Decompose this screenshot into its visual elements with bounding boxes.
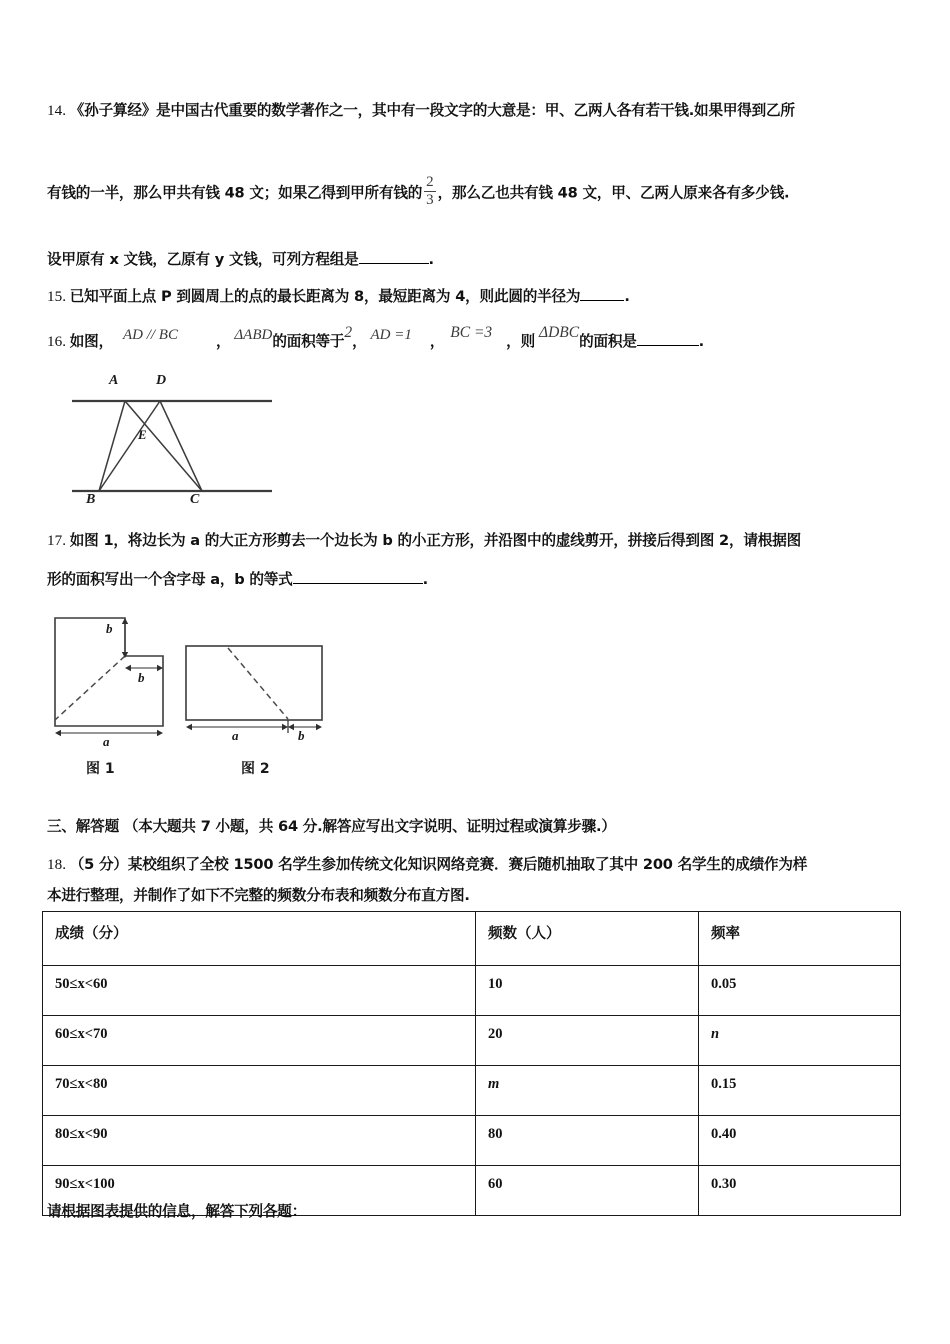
label-point-b: B xyxy=(86,492,96,507)
question-16-line xyxy=(47,324,705,353)
math-bc-equals-3: BC =3 xyxy=(450,324,493,341)
answer-blank-q14[interactable] xyxy=(359,263,429,264)
cell-rate-3: 0.40 xyxy=(699,1116,901,1166)
segment-ac xyxy=(125,401,202,491)
segment-db xyxy=(99,401,160,491)
table-row xyxy=(43,1116,901,1166)
arrowhead-b-horizontal-right xyxy=(157,665,163,671)
arrowhead-a-right-fig2 xyxy=(282,724,288,730)
answer-blank-q15[interactable] xyxy=(580,300,624,301)
question-16-number: 16. xyxy=(47,333,66,350)
arrowhead-b-horizontal-left xyxy=(125,665,131,671)
math-area-value-2: 2 xyxy=(344,324,353,341)
rectangle-outline-fig2 xyxy=(186,646,322,720)
math-ad-parallel-bc: AD // BC xyxy=(122,327,178,343)
q16-sep-4: ，则 xyxy=(506,333,535,350)
question-14-line-2 xyxy=(47,175,789,208)
table-row xyxy=(43,1016,901,1066)
figure-1-caption: 图 1 xyxy=(86,761,115,777)
question-14-text-3a: 设甲原有 x 文钱，乙原有 y 文钱，可列方程组是 xyxy=(47,251,359,268)
math-triangle-dbc: ΔDBC xyxy=(538,324,580,341)
question-16-figure xyxy=(60,365,290,515)
cell-rate-0: 0.05 xyxy=(699,966,901,1016)
fraction-denominator: 3 xyxy=(426,192,434,208)
question-15-number: 15. xyxy=(47,288,66,305)
q16-sep-2: ， xyxy=(352,333,367,350)
question-14-text-1: 《孙子算经》是中国古代重要的数学著作之一，其中有一段文字的大意是：甲、乙两人各有若干钱.如果甲得到乙所 xyxy=(69,102,795,119)
question-14-line-1 xyxy=(47,101,795,122)
math-triangle-abd: ΔABD xyxy=(234,327,273,343)
question-17-line-2 xyxy=(47,570,428,591)
label-a-fig2: a xyxy=(232,728,239,743)
arrowhead-b-left-fig2 xyxy=(288,724,294,730)
question-16-lead: 如图， xyxy=(69,333,113,350)
label-point-c: C xyxy=(190,492,200,507)
label-point-a: A xyxy=(109,373,119,388)
question-14-number: 14. xyxy=(47,102,66,119)
label-b-top-fig1: b xyxy=(106,621,113,636)
question-17-text-2b: . xyxy=(422,571,428,588)
question-14-text-2a: 有钱的一半，那么甲共有钱 48 文；如果乙得到甲所有钱的 xyxy=(47,184,423,202)
table-header-frequency: 频数（人） xyxy=(476,912,699,966)
table-header-score: 成绩（分） xyxy=(43,912,476,966)
arrowhead-b-right-fig2 xyxy=(316,724,322,730)
figure-2-caption: 图 2 xyxy=(241,761,270,777)
cell-freq-2: m xyxy=(476,1066,699,1116)
question-17-text-1: 如图 1，将边长为 a 的大正方形剪去一个边长为 b 的小正方形，并沿图中的虚线剪开，拼接后得到图 2，请根据图 xyxy=(69,532,801,549)
question-15-line xyxy=(47,287,630,308)
question-18-text-1: 某校组织了全校 1500 名学生参加传统文化知识网络竞赛．赛后随机抽取了其中 200 名学生的成绩作为样 xyxy=(127,856,808,873)
label-point-d: D xyxy=(156,373,167,388)
cell-freq-3: 80 xyxy=(476,1116,699,1166)
math-ad-equals-1: AD =1 xyxy=(370,327,412,343)
question-14-text-2b: ，那么乙也共有钱 48 文，甲、乙两人原来各有多少钱. xyxy=(437,184,790,202)
cell-rate-4: 0.30 xyxy=(699,1166,901,1216)
cell-range-0: 50≤x<60 xyxy=(43,966,476,1016)
label-a-fig1: a xyxy=(103,734,110,749)
question-17-figure-1 xyxy=(45,608,175,749)
dashed-cut-line-fig2 xyxy=(228,648,288,719)
cell-rate-1: n xyxy=(699,1016,901,1066)
question-18-line-2 xyxy=(47,886,470,907)
question-18-line-1 xyxy=(47,855,807,876)
table-row xyxy=(43,1066,901,1116)
question-14-text-3b: . xyxy=(428,251,434,268)
question-14-line-3 xyxy=(47,250,434,271)
question-18-closing-line xyxy=(47,1202,306,1223)
arrowhead-a-left-fig1 xyxy=(55,730,61,736)
q16-tail: . xyxy=(698,333,705,350)
answer-blank-q17[interactable] xyxy=(293,583,423,584)
q16-text-area-equals: 的面积等于 xyxy=(272,333,345,350)
question-17-figure-2 xyxy=(178,636,338,744)
dashed-cut-line-fig1 xyxy=(55,656,125,720)
label-b-right-fig1: b xyxy=(138,670,145,685)
question-17-number: 17. xyxy=(47,532,66,549)
table-header-row xyxy=(43,912,901,966)
cell-freq-0: 10 xyxy=(476,966,699,1016)
arrowhead-a-left-fig2 xyxy=(186,724,192,730)
question-15-text-b: . xyxy=(624,288,630,305)
question-18-points: （5 分） xyxy=(69,856,128,873)
figure-2-svg xyxy=(178,636,338,744)
question-18-closing-text: 请根据图表提供的信息，解答下列各题： xyxy=(47,1203,307,1220)
question-18-text-2: 本进行整理，并制作了如下不完整的频数分布表和频数分布直方图. xyxy=(47,887,470,904)
cell-freq-1: 20 xyxy=(476,1016,699,1066)
frequency-distribution-table xyxy=(42,911,901,1216)
segment-ab xyxy=(99,401,125,491)
arrowhead-a-right-fig1 xyxy=(157,730,163,736)
label-point-e: E xyxy=(138,427,147,442)
label-b-fig2: b xyxy=(298,728,305,743)
cell-range-3: 80≤x<90 xyxy=(43,1116,476,1166)
q16-sep-3: ， xyxy=(429,333,445,350)
question-18-number: 18. xyxy=(47,856,66,873)
section-3-heading xyxy=(47,817,616,838)
q16-text-area-is: 的面积是 xyxy=(579,333,637,350)
cell-freq-4: 60 xyxy=(476,1166,699,1216)
question-17-line-1 xyxy=(47,531,801,552)
cell-range-2: 70≤x<80 xyxy=(43,1066,476,1116)
cell-rate-2: 0.15 xyxy=(699,1066,901,1116)
question-17-text-2a: 形的面积写出一个含字母 a，b 的等式 xyxy=(47,571,293,588)
table-header-rate: 频率 xyxy=(699,912,901,966)
cell-range-1: 60≤x<70 xyxy=(43,1016,476,1066)
question-15-text-a: 已知平面上点 P 到圆周上的点的最长距离为 8，最短距离为 4，则此圆的半径为 xyxy=(69,288,581,305)
fraction-numerator: 2 xyxy=(426,174,434,190)
arrowhead-b-vertical-top xyxy=(122,618,128,624)
section-3-heading-text: 三、解答题 （本大题共 7 小题，共 64 分.解答应写出文字说明、证明过程或演算步骤.） xyxy=(47,818,616,835)
q16-sep-1: ， xyxy=(215,333,231,350)
segment-dc xyxy=(160,401,202,491)
answer-blank-q16[interactable] xyxy=(637,345,699,346)
cell-range-4: 90≤x<100 xyxy=(43,1166,476,1216)
table-row xyxy=(43,966,901,1016)
fraction-two-thirds xyxy=(424,175,436,208)
